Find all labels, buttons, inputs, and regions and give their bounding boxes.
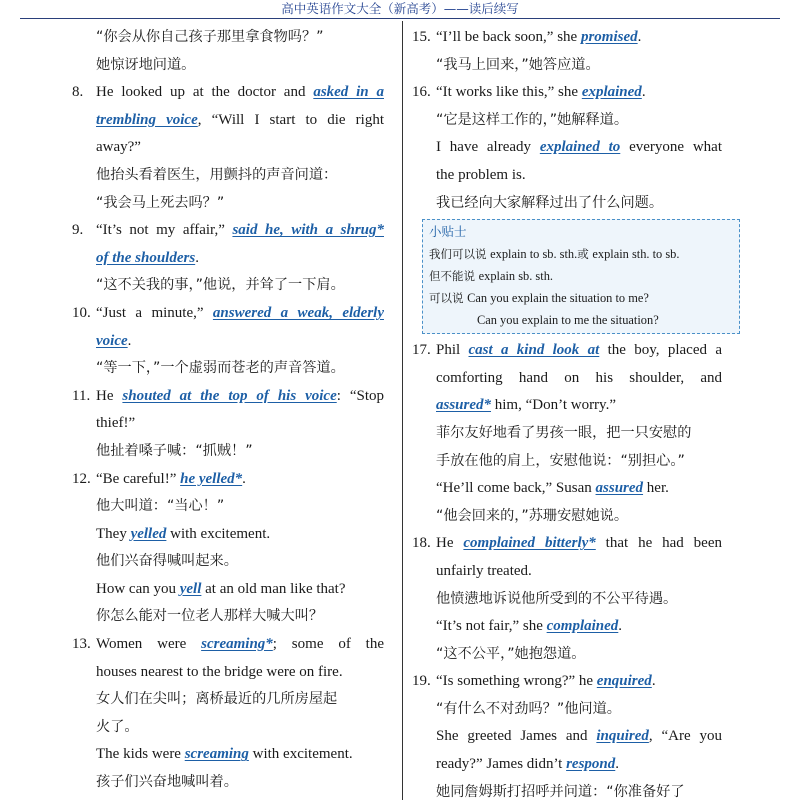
text: . xyxy=(618,618,623,635)
text: 但不能说 xyxy=(429,269,479,284)
column-divider xyxy=(402,21,403,800)
page-title: 高中英语作文大全（新高考）——读后续写 xyxy=(281,1,519,16)
sentence xyxy=(436,134,722,162)
entry-11 xyxy=(72,383,384,466)
translation: 他们兴奋得喊叫起来。 xyxy=(96,553,238,570)
highlighted-phrase: promised xyxy=(580,29,638,45)
highlighted-phrase: trembling voice xyxy=(96,111,198,128)
highlighted-phrase: shouted at the top of his voice xyxy=(122,387,337,404)
sentence xyxy=(96,79,384,107)
text: How can you xyxy=(96,580,180,597)
translation: “我会马上死去吗？” xyxy=(96,194,225,211)
entry-number: 19. xyxy=(412,673,431,690)
sentence: thief!” xyxy=(96,415,136,432)
text: with excitement. xyxy=(248,746,353,763)
text: . xyxy=(637,29,642,45)
highlighted-phrase: respond xyxy=(566,756,616,773)
text: She greeted James and xyxy=(436,728,597,745)
text: “It’s not my affair,” xyxy=(96,222,233,239)
entry-number: 15. xyxy=(412,29,431,45)
text: , “Are you xyxy=(648,728,722,745)
text: The kids were xyxy=(96,746,185,763)
translation: 火了。 xyxy=(96,718,139,735)
entry-number: 13. xyxy=(72,636,91,653)
translation: “等一下，”一个虚弱而苍老的声音答道。 xyxy=(96,360,345,377)
tip-line xyxy=(429,287,735,309)
translation: 我已经向大家解释过出了什么问题。 xyxy=(436,194,664,211)
highlighted-phrase: answered a weak, elderly xyxy=(212,304,384,321)
sentence xyxy=(96,217,384,245)
sentence xyxy=(436,24,722,52)
entry-number: 16. xyxy=(412,84,431,101)
translation: “有什么不对劲吗？”他问道。 xyxy=(436,700,621,717)
text: her. xyxy=(643,480,669,497)
tip-line xyxy=(429,265,735,287)
sentence xyxy=(436,530,722,558)
sentence xyxy=(96,107,384,135)
entry-number: 10. xyxy=(72,304,91,321)
text: “I’ll be back soon,” she xyxy=(436,29,581,45)
entry-13 xyxy=(72,631,384,797)
entry-12 xyxy=(72,466,384,632)
text: that he had been xyxy=(595,535,722,552)
entry-number: 17. xyxy=(412,342,431,359)
entry-9 xyxy=(72,217,384,300)
text: He xyxy=(96,387,123,404)
translation: 你怎么能对一位老人那样大喊大叫？ xyxy=(96,608,324,625)
tip-box xyxy=(422,219,740,334)
highlighted-phrase: said he, with a shrug* xyxy=(232,222,384,239)
sentence xyxy=(436,475,722,503)
sentence: unfairly treated. xyxy=(436,562,532,579)
sentence: houses nearest to the bridge were on fire. xyxy=(96,663,343,680)
highlighted-phrase: screaming xyxy=(184,746,249,763)
text: They xyxy=(96,525,131,542)
highlighted-phrase: voice xyxy=(96,332,128,349)
highlighted-phrase: enquired xyxy=(596,673,652,690)
text: He looked up at the doctor and xyxy=(96,84,314,101)
sentence: away?” xyxy=(96,139,141,156)
tip-line xyxy=(429,243,735,265)
text: “Be careful!” xyxy=(96,470,181,487)
entry-16 xyxy=(412,79,722,217)
translation: “我马上回来，”她答应道。 xyxy=(436,56,600,73)
text: . xyxy=(651,673,656,690)
highlighted-phrase: yell xyxy=(179,580,202,597)
highlighted-phrase: assured xyxy=(595,480,644,497)
sentence xyxy=(436,79,722,107)
sentence xyxy=(96,328,384,356)
text: ready?” James didn’t xyxy=(436,756,567,773)
translation: 他愤懑地诉说他所受到的不公平待遇。 xyxy=(436,590,678,607)
translation: “它是这样工作的，”她解释道。 xyxy=(436,111,629,128)
text: explain sth. to sb. xyxy=(592,247,680,262)
sentence xyxy=(436,668,722,696)
text: “It’s not fair,” she xyxy=(436,618,547,635)
text: . xyxy=(615,756,620,773)
entry-17 xyxy=(412,337,722,530)
translation: 孩子们兴奋地喊叫着。 xyxy=(96,774,238,791)
right-column xyxy=(412,24,722,806)
translation: 女人们在尖叫；离桥最近的几所房屋起 xyxy=(96,691,338,708)
entry-10 xyxy=(72,300,384,383)
translation: 她同詹姆斯打招呼并问道：“你准备好了 xyxy=(436,783,685,800)
highlighted-phrase: assured* xyxy=(436,397,492,414)
text: “He’ll come back,” Susan xyxy=(436,480,596,497)
text: explain sb. sth. xyxy=(478,269,553,284)
translation: 手放在他的肩上，安慰他说：“别担心。” xyxy=(436,452,685,469)
highlighted-phrase: cast a kind look at xyxy=(468,342,600,359)
sentence xyxy=(96,521,384,549)
sentence xyxy=(96,631,384,659)
text: : “Stop xyxy=(336,387,384,404)
highlighted-phrase: of the shoulders xyxy=(96,249,196,266)
sentence xyxy=(96,245,384,273)
highlighted-phrase: he yelled* xyxy=(180,470,243,487)
entry-number: 18. xyxy=(412,535,431,552)
entry-number: 9. xyxy=(72,222,84,239)
entry-15 xyxy=(412,24,722,79)
translation: 他大叫道：“当心！” xyxy=(96,498,225,515)
left-column xyxy=(72,24,384,797)
sentence xyxy=(96,300,384,328)
sentence xyxy=(436,613,722,641)
sentence xyxy=(436,751,722,779)
entry-number: 8. xyxy=(72,84,84,101)
text: “Just a minute,” xyxy=(96,304,213,321)
translation: “你会从你自己孩子那里拿食物吗？” xyxy=(96,29,324,45)
text: 我们可以说 xyxy=(429,247,491,262)
text: 或 xyxy=(577,247,593,262)
text: Phil xyxy=(436,342,469,359)
text: everyone what xyxy=(620,139,722,156)
translation: 他抬头看着医生，用颤抖的声音问道： xyxy=(96,166,338,183)
text: with excitement. xyxy=(166,525,271,542)
header-rule xyxy=(20,18,780,19)
tip-title: 小贴士 xyxy=(429,224,467,240)
text: 可以说 xyxy=(429,291,468,306)
text: him, “Don’t worry.” xyxy=(491,397,616,414)
highlighted-phrase: yelled xyxy=(130,525,167,542)
sentence xyxy=(96,576,384,604)
highlighted-phrase: explained to xyxy=(539,139,621,156)
highlighted-phrase: complained xyxy=(546,618,619,635)
text: ; some of the xyxy=(272,636,384,653)
text: . xyxy=(195,249,199,266)
text: Women were xyxy=(96,636,202,653)
text: “Is something wrong?” he xyxy=(436,673,597,690)
text: . xyxy=(127,332,132,349)
sentence xyxy=(436,392,722,420)
text: explain to sb. sth. xyxy=(490,247,578,262)
entry-number: 11. xyxy=(72,387,91,404)
highlighted-phrase: complained bitterly* xyxy=(463,535,596,552)
sentence xyxy=(96,383,384,411)
translation: “这不公平，”她抱怨道。 xyxy=(436,645,586,662)
text: Can you explain the situation to me? xyxy=(467,291,649,306)
text: . xyxy=(641,84,646,101)
entry-number: 12. xyxy=(72,470,91,487)
sentence xyxy=(436,337,722,365)
sentence xyxy=(96,466,384,494)
entry-19 xyxy=(412,668,722,806)
sentence: comforting hand on his shoulder, and xyxy=(436,369,722,386)
highlighted-phrase: explained xyxy=(581,84,642,101)
translation: 菲尔友好地看了男孩一眼，把一只安慰的 xyxy=(436,424,692,441)
tip-line: Can you explain to me the situation? xyxy=(477,313,659,328)
translation: 她惊讶地问道。 xyxy=(96,56,196,73)
entry-8 xyxy=(72,79,384,217)
translation: “这不关我的事，”他说，并耸了一下肩。 xyxy=(96,277,345,294)
text: . xyxy=(242,470,246,487)
entry-18 xyxy=(412,530,722,668)
text: the boy, placed a xyxy=(599,342,722,359)
entry-7-continuation xyxy=(72,24,384,79)
sentence xyxy=(436,723,722,751)
text: , “Will I start to die right xyxy=(197,111,384,128)
highlighted-phrase: screaming* xyxy=(201,636,273,653)
text: I have already xyxy=(436,139,540,156)
text: “It works like this,” she xyxy=(436,84,582,101)
text: He xyxy=(436,535,464,552)
highlighted-phrase: asked in a xyxy=(313,84,384,101)
sentence: the problem is. xyxy=(436,166,526,183)
translation: 他扯着嗓子喊：“抓贼！” xyxy=(96,442,253,459)
translation: “他会回来的，”苏珊安慰她说。 xyxy=(436,507,629,524)
sentence xyxy=(96,741,384,769)
highlighted-phrase: inquired xyxy=(596,728,649,745)
text: at an old man like that? xyxy=(201,580,346,597)
